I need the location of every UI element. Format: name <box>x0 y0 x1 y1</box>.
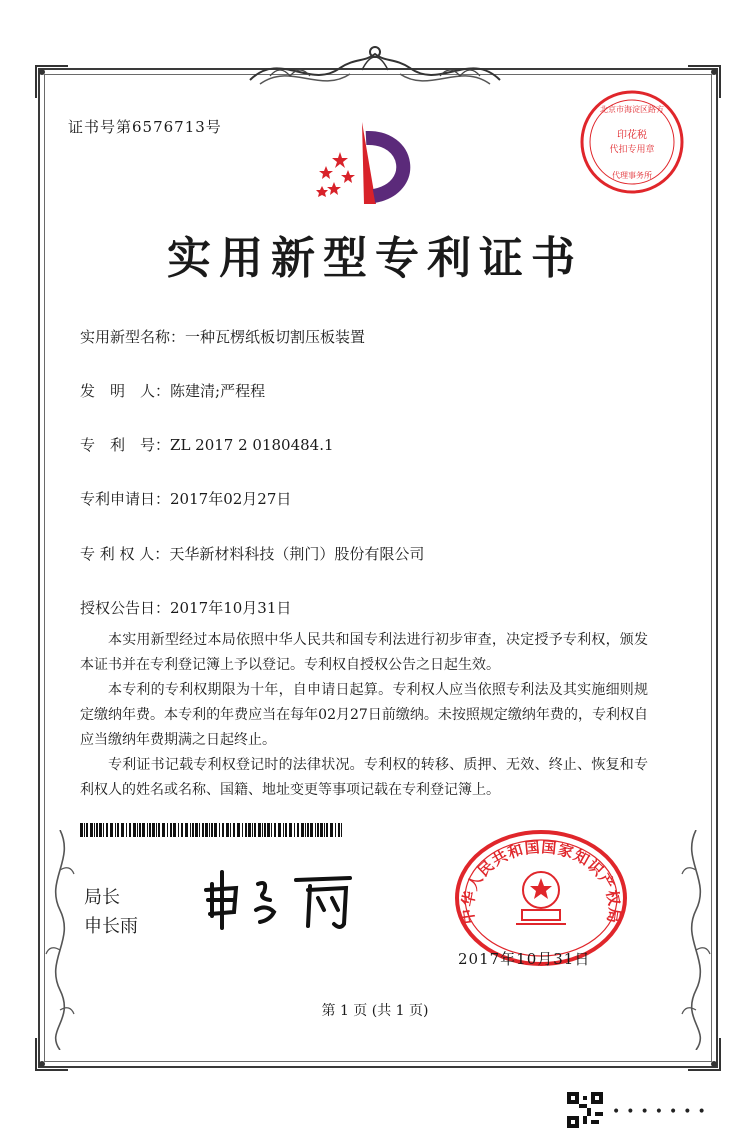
field-value: ZL 2017 2 0180484.1 <box>170 436 334 454</box>
director-title: 局长 <box>84 887 120 908</box>
field-patent-number <box>80 434 334 455</box>
field-application-date <box>80 488 291 509</box>
top-ornament <box>240 40 510 96</box>
barcode <box>80 823 342 837</box>
body-paragraph: 本实用新型经过本局依照中华人民共和国专利法进行初步审查，决定授予专利权，颁发本证书并在专利登记簿上予以登记。专利权自授权公告之日起生效。 <box>80 632 648 673</box>
body-paragraph: 本专利的专利权期限为十年，自申请日起算。专利权人应当依照专利法及其实施细则规定缴纳年费。本专利的年费应当在每年02月27日前缴纳。未按照规定缴纳年费的，专利权自应当缴纳年费期满之日起终止。 <box>80 682 648 748</box>
agency-seal <box>578 88 686 196</box>
field-utility-model-name <box>80 326 365 347</box>
certificate-body <box>80 628 648 803</box>
field-label: 专 利 号： <box>80 436 171 454</box>
page-footer: 第 1 页 (共 1 页) <box>321 1003 429 1019</box>
field-value: 2017年10月31日 <box>170 599 292 617</box>
field-value: 天华新材料科技（荆门）股份有限公司 <box>169 545 425 563</box>
field-label: 专 利 权 人： <box>80 545 170 563</box>
certificate-title: 实用新型专利证书 <box>167 233 583 284</box>
field-label: 授权公告日： <box>80 599 171 617</box>
field-label: 发 明 人： <box>80 382 171 400</box>
field-grant-date <box>80 597 291 618</box>
field-label: 专利申请日： <box>80 490 171 508</box>
certificate-number: 证书号第6576713号 <box>68 118 222 136</box>
seal-text: 中华人民共和国国家知识产权局 <box>458 838 624 926</box>
official-seal <box>452 826 630 966</box>
director-name: 申长雨 <box>84 916 138 937</box>
field-value: 2017年02月27日 <box>170 490 292 508</box>
field-label: 实用新型名称： <box>80 328 186 346</box>
body-paragraph: 专利证书记载专利权登记时的法律状况。专利权的转移、质押、无效、终止、恢复和专利权人的姓名或名称、国籍、地址变更等事项记载在专利登记簿上。 <box>80 757 648 798</box>
svg-text:代扣专用章: 代扣专用章 <box>609 145 655 155</box>
qr-code-icon <box>567 1092 603 1128</box>
corner-ornament-top-left <box>32 62 72 102</box>
cnipa-logo-icon <box>300 118 420 210</box>
handwritten-signature <box>200 864 360 934</box>
corner-ornament-top-right <box>684 62 724 102</box>
footer-dots: ••••••• <box>612 1104 712 1120</box>
field-value: 一种瓦楞纸板切割压板装置 <box>185 328 366 346</box>
svg-text:印花税: 印花税 <box>617 130 647 141</box>
svg-text:北京市海淀区路方: 北京市海淀区路方 <box>600 105 664 114</box>
field-inventor <box>80 380 265 401</box>
field-patentee <box>80 543 424 564</box>
svg-text:代理事务所: 代理事务所 <box>612 171 652 180</box>
field-value: 陈建清;严程程 <box>170 382 266 400</box>
grant-date-stamp: 2017年10月31日 <box>458 950 591 968</box>
